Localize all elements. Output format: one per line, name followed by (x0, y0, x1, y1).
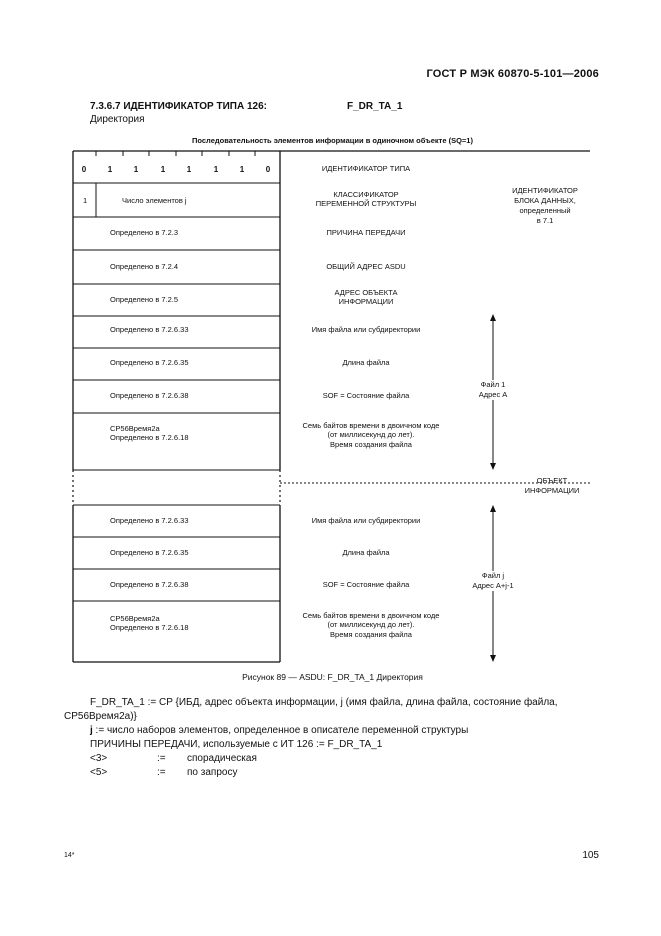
row-filename-ref: Определено в 7.2.6.33 (110, 325, 189, 334)
file-1-label: Файл 1 Адрес А (465, 380, 521, 400)
information-object-label: ОБЪЕКТ ИНФОРМАЦИИ (524, 476, 580, 496)
row-length-ref-j: Определено в 7.2.6.35 (110, 548, 189, 557)
row-time-label-j: Семь байтов времени в двоичном коде (от миллисекунд до лет). Время создания файла (302, 611, 440, 639)
row-type-id-label: ИДЕНТИФИКАТОР ТИПА (321, 164, 411, 173)
j-definition-text: := число наборов элементов, определенное в описателе переменной структуры (92, 725, 469, 736)
signature-mark: 14* (64, 852, 75, 859)
section-mnemonic: F_DR_TA_1 (347, 101, 403, 112)
cause-op-5: := (157, 767, 166, 778)
running-header: ГОСТ Р МЭК 60870-5-101—2006 (426, 68, 599, 80)
row-time-label: Семь байтов времени в двоичном коде (от миллисекунд до лет). Время создания файла (302, 421, 440, 449)
j-definition (90, 724, 468, 738)
cause-code-5: <5> (90, 767, 108, 778)
row-length-ref: Определено в 7.2.6.35 (110, 358, 189, 367)
bit-3: 1 (213, 165, 219, 174)
bit-6: 1 (133, 165, 139, 174)
row-common-address-label: ОБЩИЙ АДРЕС ASDU (326, 262, 406, 271)
row-cot-label: ПРИЧИНА ПЕРЕДАЧИ (326, 228, 406, 237)
row-vsq-label: КЛАССИФИКАТОР ПЕРЕМЕННОЙ СТРУКТУРЫ (315, 190, 417, 209)
section-subtitle: Директория (90, 114, 145, 125)
row-time-ref-j: CP56Время2а Определено в 7.2.6.18 (110, 614, 189, 633)
figure-caption: Рисунок 89 — ASDU: F_DR_TA_1 Директория (242, 672, 423, 682)
row-sof-label-j: SOF = Состояние файла (322, 580, 410, 589)
row-vsq-count: Число элементов j (122, 196, 187, 205)
definition-line-1: F_DR_TA_1 := CP {ИБД, адрес объекта информации, j (имя файла, длина файла, состояние файла, (90, 697, 558, 708)
bit-4: 1 (186, 165, 192, 174)
row-cot-ref: Определено в 7.2.3 (110, 228, 179, 237)
row-sof-label: SOF = Состояние файла (322, 391, 410, 400)
bit-2: 1 (239, 165, 245, 174)
row-common-address-ref: Определено в 7.2.4 (110, 262, 179, 271)
cause-desc-5: по запросу (187, 767, 238, 778)
row-filename-label-j: Имя файла или субдиректории (311, 516, 421, 525)
row-filename-label: Имя файла или субдиректории (311, 325, 421, 334)
page-number: 105 (582, 850, 599, 861)
cause-code-3: <3> (90, 753, 108, 764)
file-j-label: Файл j Адрес А+j-1 (462, 571, 524, 591)
row-ioa-ref: Определено в 7.2.5 (110, 295, 179, 304)
cause-op-3: := (157, 753, 166, 764)
cot-line: ПРИЧИНЫ ПЕРЕДАЧИ, используемые с ИТ 126 := F_DR_TA_1 (90, 739, 383, 750)
definition-line-2: CP56Время2а)} (64, 711, 137, 722)
row-time-ref: CP56Время2а Определено в 7.2.6.18 (110, 424, 189, 443)
j-symbol: j (90, 725, 93, 736)
data-unit-identifier-label: ИДЕНТИФИКАТОР БЛОКА ДАННЫХ, определенный в 7.1 (512, 186, 578, 226)
row-vsq-sq: 1 (83, 196, 88, 205)
row-filename-ref-j: Определено в 7.2.6.33 (110, 516, 189, 525)
row-sof-ref-j: Определено в 7.2.6.38 (110, 580, 189, 589)
row-sof-ref: Определено в 7.2.6.38 (110, 391, 189, 400)
row-ioa-label: АДРЕС ОБЪЕКТА ИНФОРМАЦИИ (334, 288, 398, 307)
row-length-label: Длина файла (342, 358, 390, 367)
bit-5: 1 (160, 165, 166, 174)
bit-8: 0 (81, 165, 87, 174)
row-length-label-j: Длина файла (342, 548, 390, 557)
bit-1: 0 (265, 165, 271, 174)
diagram-caption: Последовательность элементов информации в одиночном объекте (SQ=1) (192, 136, 473, 145)
cause-desc-3: спорадическая (187, 753, 257, 764)
section-title: 7.3.6.7 ИДЕНТИФИКАТОР ТИПА 126: (90, 101, 267, 112)
bit-7: 1 (107, 165, 113, 174)
